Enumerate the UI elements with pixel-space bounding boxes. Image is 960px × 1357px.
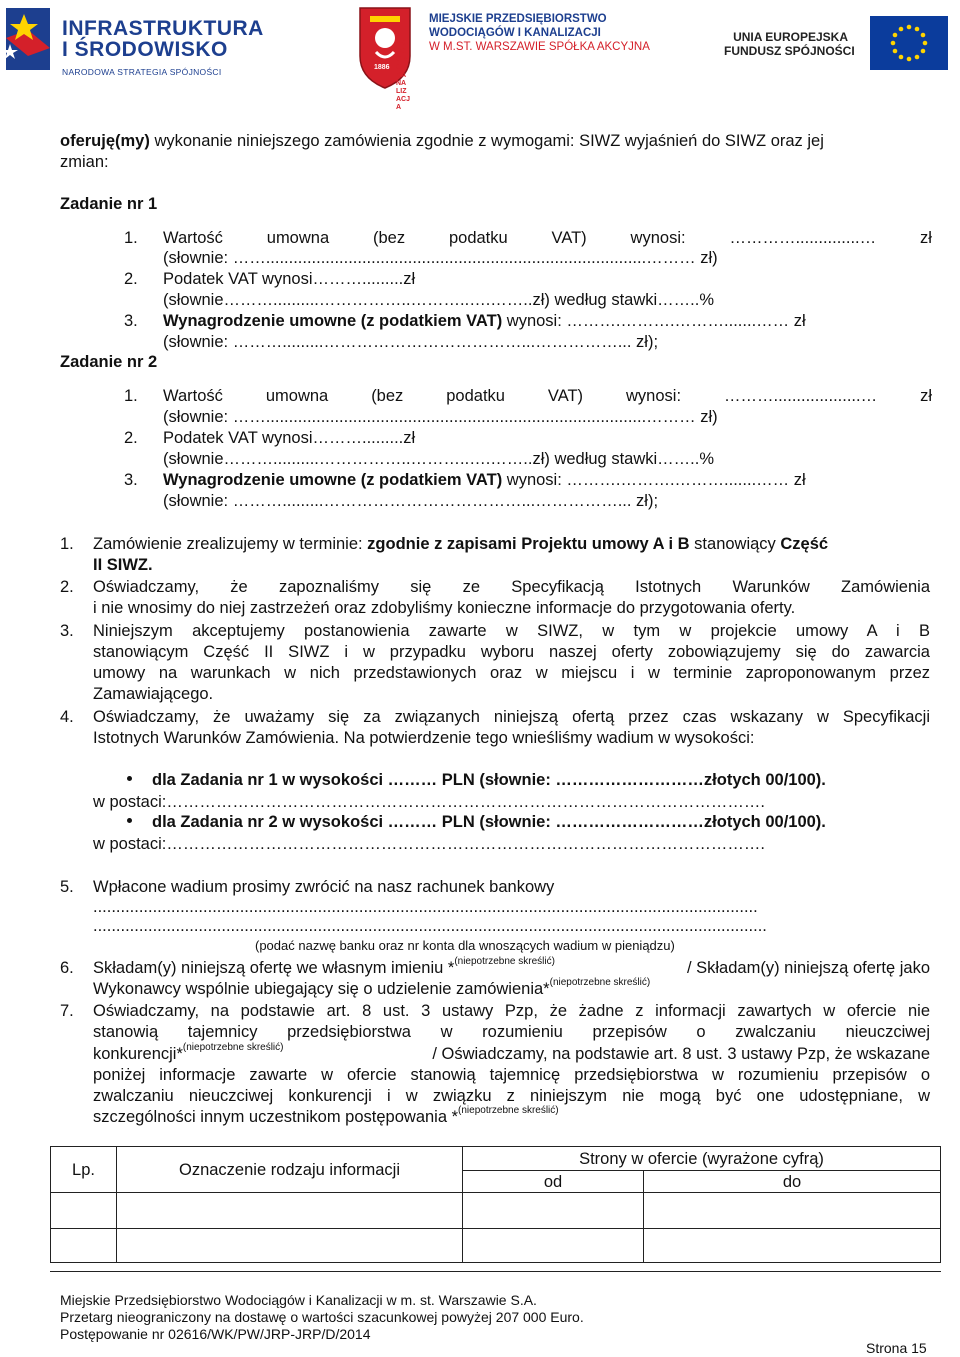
point-5-line-1: Wpłacone wadium prosimy zwrócić na nasz rachunek bankowy [93,878,555,896]
infrastruktura-subtitle: NARODOWA STRATEGIA SPÓJNOŚCI [62,67,222,77]
wadium-zadanie-2: dla Zadania nr 2 w wysokości ……… PLN (słownie: ………………………złotych 00/100). [152,813,826,831]
point-2-line-1: Oświadczamy, że zapoznaliśmy się ze Specyfikacją Istotnych Warunków Zamówienia [93,578,930,596]
zadanie-1-item-1: Wartość umowna (bez podatku VAT) wynosi: …………..............… zł [163,229,932,247]
zadanie-2-item-1-slownie: (słownie: ……...................................................................................……… zł) [163,408,718,426]
table-header-lp: Lp. [51,1147,117,1193]
point-7-line-3: konkurencji*$^{(niepotrzebne skreślić)}$ / Oświadczamy, na podstawie art. 8 ust. 3 ustawy Pzp, że wskazane [93,1042,930,1063]
bank-account-dots-1: ................................................................................................................................................. [93,898,758,916]
table-cell[interactable] [117,1229,463,1263]
table-header-od: od [463,1171,644,1193]
point-7-line-5: zwalczaniu nieuczciwej konkurencji i w związku z niniejszym nie mogą być one udostępniane, w [93,1087,930,1105]
point-7-line-6: szczególności innym uczestnikom postępowania *$^{(niepotrzebne skreślić)}$ [93,1105,559,1126]
footer-line-1: Miejskie Przedsiębiorstwo Wodociągów i Kanalizacji w m. st. Warszawie S.A. [60,1292,537,1308]
point-3-line-4: Zamawiającego. [93,685,214,703]
point-3-line-2: stanowiącym Część II SIWZ i w przypadku wyboru naszej oferty zobowiązujemy się do zawarcia [93,643,930,661]
bank-account-dots-2: ................................................................................................................................................... [93,917,767,935]
table-cell[interactable] [51,1193,117,1229]
zadanie-2-item-2-number: 2. [124,429,138,447]
zadanie-2-item-1: Wartość umowna (bez podatku VAT) wynosi: ………...................… zł [163,387,932,405]
table-cell[interactable] [463,1193,644,1229]
zadanie-2-item-1-number: 1. [124,387,138,405]
crest-text: WODOCIĄGI I KANALIZACJA [396,40,411,111]
zadanie-1-item-1-slownie: (słownie: ……...................................................................................……… zł) [163,249,718,267]
wadium-postaci-2: w postaci:………………………………………………………………………………………………. [93,835,765,853]
zadanie-2-heading: Zadanie nr 2 [60,353,158,371]
point-4-line-2: Istotnych Warunków Zamówienia. Na potwierdzenie tego wnieśliśmy wadium w wysokości: [93,729,755,747]
table-row [51,1193,941,1229]
page-header [0,0,960,111]
star-flag-icon [2,8,58,72]
point-7-line-1: Oświadczamy, na podstawie art. 8 ust. 3 ustawy Pzp, że żadne z informacji zawartych w ofercie nie [93,1002,930,1020]
point-3-number: 3. [60,622,74,640]
zadanie-1-item-2: Podatek VAT wynosi……….........zł [163,270,416,288]
table-header-strony: Strony w ofercie (wyrażone cyfrą) [463,1147,941,1171]
table-cell[interactable] [117,1193,463,1229]
point-6-line-1: Składam(y) niniejszą ofertę we własnym imieniu *$^{(niepotrzebne skreślić)}$ / Składam(y) niniejszą ofertę jako [93,956,930,977]
zadanie-1-item-3-slownie: (słownie: ……….........………………………………...……………... zł); [163,333,659,351]
point-1-line-1: Zamówienie zrealizujemy w terminie: zgodnie z zapisami Projektu umowy A i B stanowiący Część [93,535,829,553]
wadium-zadanie-1: dla Zadania nr 1 w wysokości ……… PLN (słownie: ………………………złotych 00/100). [152,771,826,789]
bullet-icon [127,776,132,781]
point-2-number: 2. [60,578,74,596]
table-cell[interactable] [644,1193,941,1229]
point-7-line-2: stanowią tajemnicy przedsiębiorstwa w rozumieniu przepisów o zwalczaniu nieuczciwej [93,1023,930,1041]
zadanie-1-item-3-number: 3. [124,312,138,330]
point-3-line-3: umowy na warunkach w nich przedstawionych oraz w miejscu i w terminie zaproponowanym przez [93,664,930,682]
footer-line-3: Postępowanie nr 02616/WK/PW/JRP-JRP/D/2014 [60,1326,371,1342]
infrastruktura-title: INFRASTRUKTURA I ŚRODOWISKO [62,17,264,61]
point-4-number: 4. [60,708,74,726]
intro-line-2: zmian: [60,153,109,171]
zadanie-2-item-2: Podatek VAT wynosi……….........zł [163,429,416,447]
zadanie-2-item-3-slownie: (słownie: ……….........………………………………...……………... zł); [163,492,659,510]
footer-line-2: Przetarg nieograniczony na dostawę o wartości szacunkowej powyżej 207 000 Euro. [60,1309,584,1325]
point-4-line-1: Oświadczamy, że uważamy się za związanych niniejszą ofertą przez czas wskazany w Specyfikacji [93,708,930,726]
table-cell[interactable] [644,1229,941,1263]
infrastruktura-logo [2,4,264,84]
confidential-info-table [50,1146,941,1262]
table-cell[interactable] [51,1229,117,1263]
bullet-icon [127,818,132,823]
zadanie-1-item-2-slownie: (słownie………..........……………..………..….……..zł) według stawki……..% [163,291,715,309]
point-7-line-4: poniżej informacje zawarte w ofercie stanowią tajemnicę przedsiębiorstwa w rozumieniu przepisów o [93,1066,930,1084]
crest-year: 1886 [374,64,390,71]
table-header-do: do [644,1171,941,1193]
point-1-line-2: II SIWZ. [93,556,153,574]
mpwik-text-logo: MIEJSKIE PRZEDSIĘBIORSTWO WODOCIĄGÓW I KANALIZACJI W M.ST. WARSZAWIE SPÓŁKA AKCYJNA [429,13,650,53]
page-number: Strona 15 [866,1340,927,1356]
table-header-oznaczenie: Oznaczenie rodzaju informacji [117,1147,463,1193]
eu-flag-icon [870,16,948,70]
point-2-line-2: i nie wnosimy do niej zastrzeżeń oraz zdobyliśmy konieczne informacje do przygotowania oferty. [93,599,796,617]
point-3-line-1: Niniejszym akceptujemy postanowienia zawarte w SIWZ, w tym w projekcie umowy A i B [93,622,930,640]
page-footer [50,1271,941,1272]
point-5-number: 5. [60,878,74,896]
bank-account-note: (podać nazwę banku oraz nr konta dla wnoszących wadium w pieniądzu) [255,938,675,953]
zadanie-1-item-1-number: 1. [124,229,138,247]
table-cell[interactable] [463,1229,644,1263]
zadanie-2-item-3: Wynagrodzenie umowne (z podatkiem VAT) wynosi: ……….……….……….......…… zł [163,471,806,489]
table-row [51,1229,941,1263]
intro-line-1: oferuję(my) wykonanie niniejszego zamówienia zgodnie z wymogami: SIWZ wyjaśnień do SIWZ oraz jej [60,132,824,150]
point-6-line-2: Wykonawcy wspólnie ubiegający się o udzielenie zamówienia*$^{(niepotrzebne skreślić)}$ [93,977,651,998]
zadanie-2-item-2-slownie: (słownie………..........……………..………..….……..zł) według stawki……..% [163,450,715,468]
point-6-number: 6. [60,959,74,977]
point-1-number: 1. [60,535,74,553]
wadium-postaci-1: w postaci:………………………………………………………………………………………………. [93,793,765,811]
zadanie-2-item-3-number: 3. [124,471,138,489]
point-7-number: 7. [60,1002,74,1020]
zadanie-1-item-3: Wynagrodzenie umowne (z podatkiem VAT) wynosi: ……….……….……….......…… zł [163,312,806,330]
zadanie-1-heading: Zadanie nr 1 [60,195,158,213]
zadanie-1-item-2-number: 2. [124,270,138,288]
eu-logo-text: UNIA EUROPEJSKA FUNDUSZ SPÓJNOŚCI [724,30,855,58]
